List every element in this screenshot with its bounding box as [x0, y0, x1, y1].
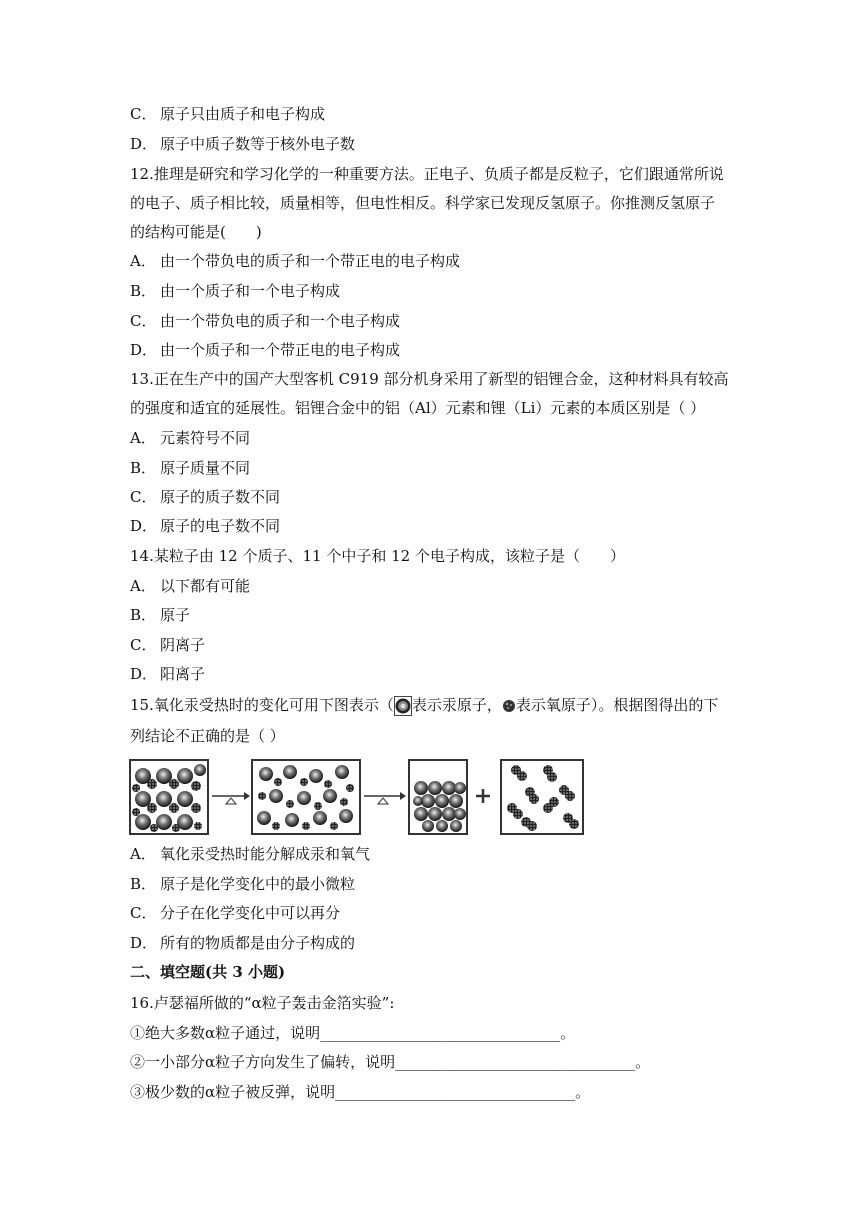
option-text: 元素符号不同	[160, 429, 251, 447]
oxygen-box	[501, 760, 583, 834]
option-letter: C．	[130, 904, 157, 922]
mercury-oxide-box	[130, 760, 208, 834]
option-text: 由一个带负电的质子和一个电子构成	[160, 312, 401, 330]
option-letter: D．	[130, 341, 158, 359]
mercury-oxide-decomposition-diagram	[128, 756, 588, 838]
option-text: 原子中质子数等于核外电子数	[160, 135, 356, 153]
option-letter: B．	[130, 459, 157, 477]
option-letter: A．	[130, 429, 156, 447]
mercury-box	[409, 760, 467, 834]
section-heading: 二、填空题(共 3 小题)	[130, 963, 286, 981]
q11-option-c	[130, 104, 325, 124]
option-text: 分子在化学变化中可以再分	[160, 904, 341, 922]
option-text: 由一个带负电的质子和一个带正电的电子构成	[160, 252, 461, 270]
q13-option-c	[130, 487, 280, 507]
oxygen-atom-icon	[502, 699, 516, 713]
q15-stem-part3: 表示氧原子）。根据图得出的下	[515, 696, 719, 714]
q13-option-b	[130, 458, 250, 478]
option-letter: B．	[130, 875, 157, 893]
q14-option-b	[130, 605, 190, 625]
option-text: 由一个质子和一个带正电的电子构成	[160, 341, 401, 359]
q14-option-d	[130, 664, 205, 684]
q11-option-d	[130, 134, 355, 154]
q15-stem-line2: 列结论不正确的是（ ）	[130, 727, 285, 745]
q14-option-c	[130, 635, 205, 655]
option-letter: C．	[130, 312, 157, 330]
heat-arrow-1	[212, 792, 250, 804]
q15-option-c	[130, 903, 340, 923]
option-letter: C．	[130, 636, 157, 654]
q14-option-a	[130, 576, 250, 596]
option-letter: D．	[130, 665, 158, 683]
option-letter: A．	[130, 845, 156, 863]
q12-option-d	[130, 340, 400, 360]
option-text: 原子只由质子和电子构成	[160, 105, 326, 123]
q12-stem-line2: 的电子、质子相比较，质量相等，但电性相反。科学家已发现反氢原子。你推测反氢原子	[130, 194, 716, 212]
option-letter: B．	[130, 282, 157, 300]
mercury-atom-icon	[394, 696, 412, 716]
q15-stem-part1: 15.氧化汞受热时的变化可用下图表示（	[130, 696, 394, 714]
q12-stem-line1: 12.推理是研究和学习化学的一种重要方法。正电子、负质子都是反粒子，它们跟通常所说	[130, 165, 724, 183]
q15-option-d	[130, 933, 355, 953]
option-letter: D．	[130, 517, 158, 535]
q13-stem-line2: 的强度和适宜的延展性。铝锂合金中的铝（Al）元素和锂（Li）元素的本质区别是（ ）	[130, 399, 706, 417]
q16-item-2: ②一小部分α粒子方向发生了偏转，说明________________________________。	[130, 1053, 651, 1071]
heated-mercury-oxide-box	[252, 760, 360, 834]
option-text: 原子的质子数不同	[160, 488, 281, 506]
q15-stem-line1	[130, 695, 718, 716]
option-text: 原子的电子数不同	[160, 517, 281, 535]
option-letter: C．	[130, 105, 157, 123]
option-text: 由一个质子和一个电子构成	[160, 282, 341, 300]
q12-stem-line3: 的结构可能是( )	[130, 223, 262, 241]
option-letter: D．	[130, 135, 158, 153]
q12-option-c	[130, 311, 400, 331]
option-text: 氧化汞受热时能分解成汞和氧气	[160, 845, 371, 863]
q16-item-1: ①绝大多数α粒子通过，说明________________________________。	[130, 1024, 576, 1042]
heat-arrow-2	[364, 792, 406, 804]
option-letter: B．	[130, 606, 157, 624]
q14-stem: 14.某粒子由 12 个质子、11 个中子和 12 个电子构成，该粒子是（ ）	[130, 547, 625, 565]
option-text: 原子	[160, 606, 191, 624]
option-text: 阳离子	[160, 665, 206, 683]
plus-icon	[476, 789, 490, 803]
q15-option-a	[130, 844, 370, 864]
option-text: 原子质量不同	[160, 459, 251, 477]
option-text: 原子是化学变化中的最小微粒	[160, 875, 356, 893]
option-text: 阴离子	[160, 636, 206, 654]
option-text: 所有的物质都是由分子构成的	[160, 934, 356, 952]
option-letter: A．	[130, 252, 156, 270]
option-text: 以下都有可能	[160, 577, 251, 595]
q13-stem-line1: 13.正在生产中的国产大型客机 C919 部分机身采用了新型的铝锂合金，这种材料具有较高	[130, 370, 729, 388]
option-letter: D．	[130, 934, 158, 952]
option-letter: A．	[130, 577, 156, 595]
q13-option-d	[130, 516, 280, 536]
q15-option-b	[130, 874, 355, 894]
q13-option-a	[130, 428, 250, 448]
q12-option-a	[130, 251, 460, 271]
option-letter: C．	[130, 488, 157, 506]
q12-option-b	[130, 281, 340, 301]
q16-stem: 16.卢瑟福所做的“α粒子轰击金箔实验”:	[130, 994, 395, 1012]
q16-item-3: ③极少数的α粒子被反弹，说明________________________________。	[130, 1083, 591, 1101]
q15-stem-part2: 表示汞原子，	[411, 696, 502, 714]
